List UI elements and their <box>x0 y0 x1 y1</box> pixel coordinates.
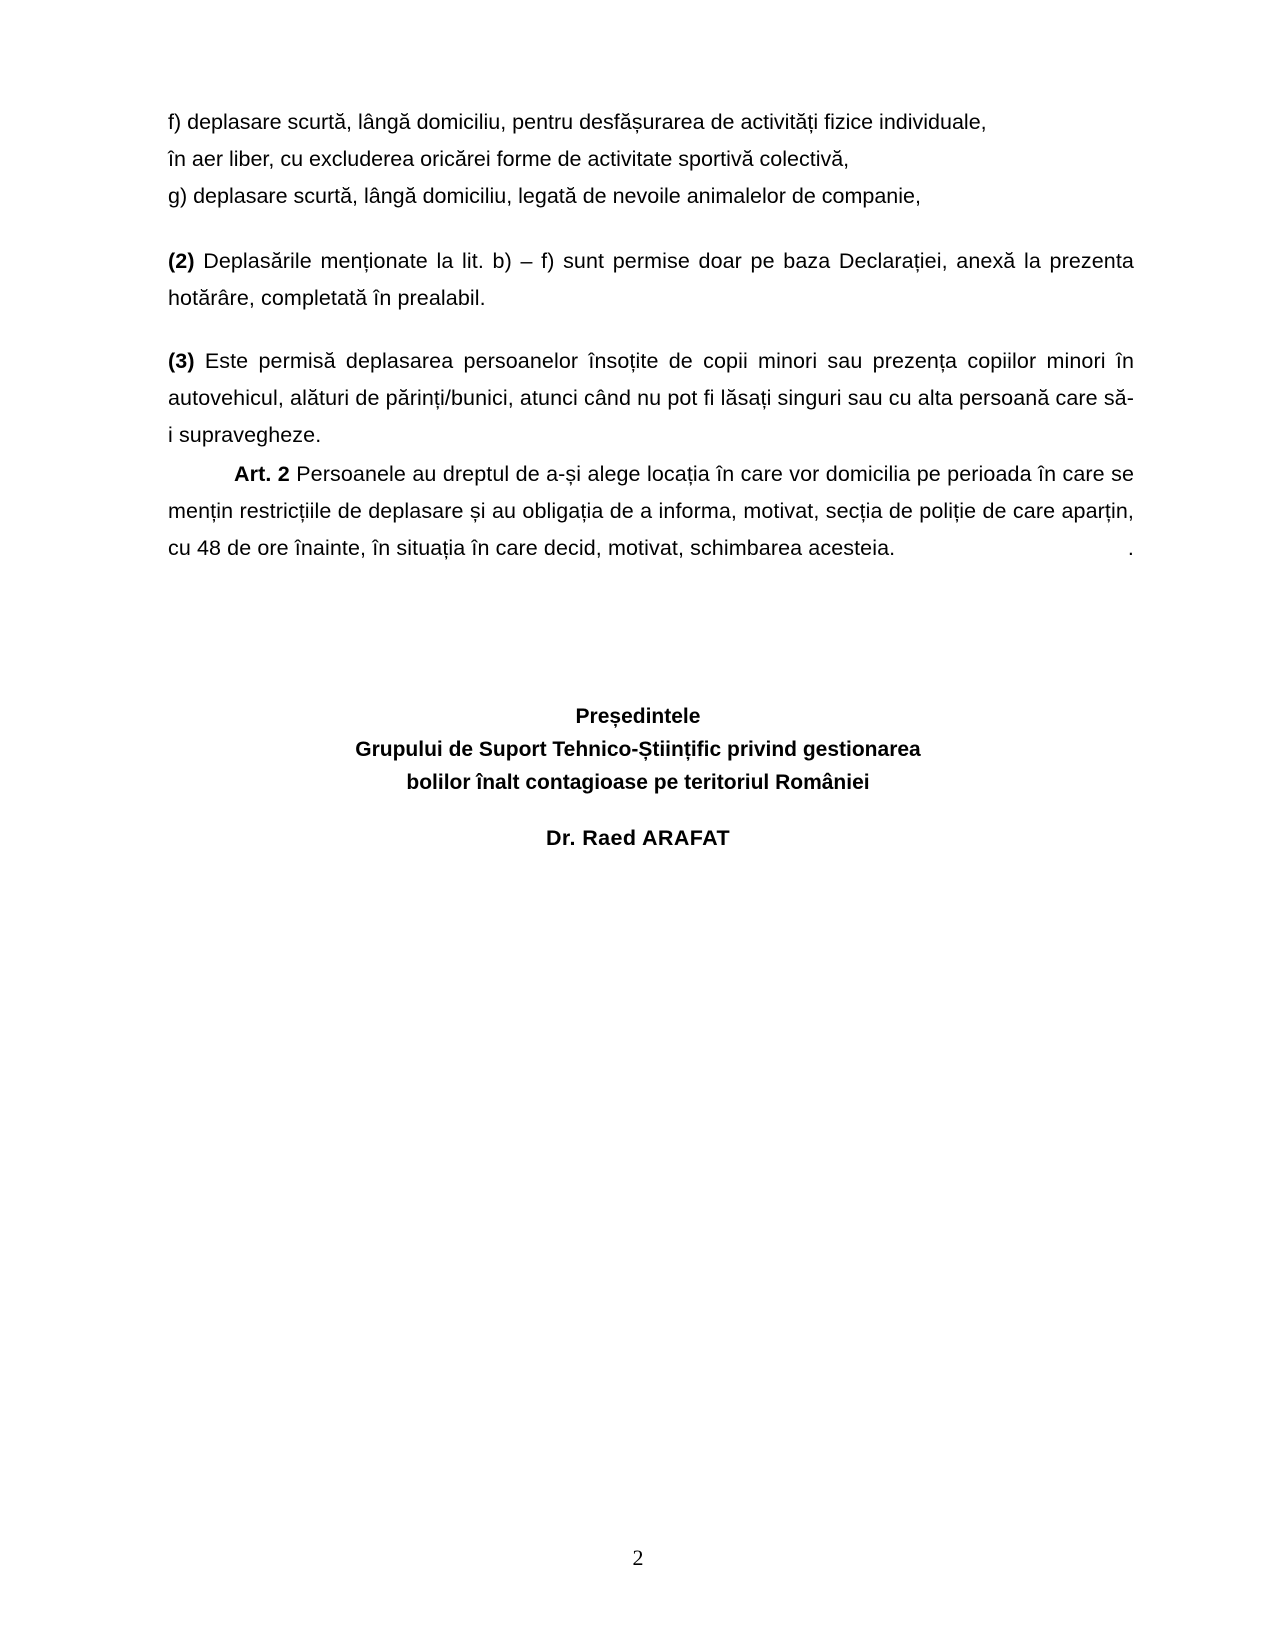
trailing-mark: . <box>1127 536 1134 560</box>
signature-line-1: Președintele <box>575 705 701 728</box>
article-2-text: Persoanele au dreptul de a-și alege locația în care vor domicilia pe perioada în care se mențin restricțiile de deplasare și au obligația de a informa, motivat, secția de poliție de care aparțin, cu 48 de ore înainte, în situația în care decid, motivat, schimbarea acesteia. <box>168 462 1135 560</box>
paragraph-2-text: Deplasările menționate la lit. b) – f) sunt permise doar pe baza Declarației, anexă la prezenta hotărâre, completată în prealabil. <box>168 249 1134 310</box>
list-item: g) deplasare scurtă, lângă domiciliu, legată de nevoile animalelor de companie, <box>168 184 921 208</box>
page-number: 2 <box>632 1545 644 1570</box>
document-body <box>168 104 1134 567</box>
list-item: în aer liber, cu excluderea oricărei forme de activitate sportivă colectivă, <box>168 147 850 171</box>
spacer <box>168 317 1134 343</box>
signatory-name: Dr. Raed ARAFAT <box>546 826 730 850</box>
signature-line-3: bolilor înalt contagioase pe teritoriul României <box>406 771 870 794</box>
paragraph-3-text: Este permisă deplasarea persoanelor însoțite de copii minori sau prezența copiilor minori în autovehicul, alături de părinți/bunici, atunci când nu pot fi lăsați singuri sau cu alta persoană care să-i supravegheze. <box>168 349 1134 447</box>
list-item: f) deplasare scurtă, lângă domiciliu, pentru desfășurarea de activități fizice individuale, <box>168 110 987 134</box>
paragraph-2-marker: (2) <box>168 249 195 273</box>
article-2 <box>168 456 1134 567</box>
paragraph-2 <box>168 243 1134 317</box>
signature-title-block <box>0 700 1276 799</box>
paragraph-3 <box>168 343 1134 454</box>
signature-line-2: Grupului de Suport Tehnico-Științific privind gestionarea <box>355 738 921 761</box>
article-2-marker: Art. 2 <box>234 462 290 486</box>
spacer <box>168 215 1134 243</box>
paragraph-3-marker: (3) <box>168 349 195 373</box>
lettered-list <box>168 104 1134 215</box>
